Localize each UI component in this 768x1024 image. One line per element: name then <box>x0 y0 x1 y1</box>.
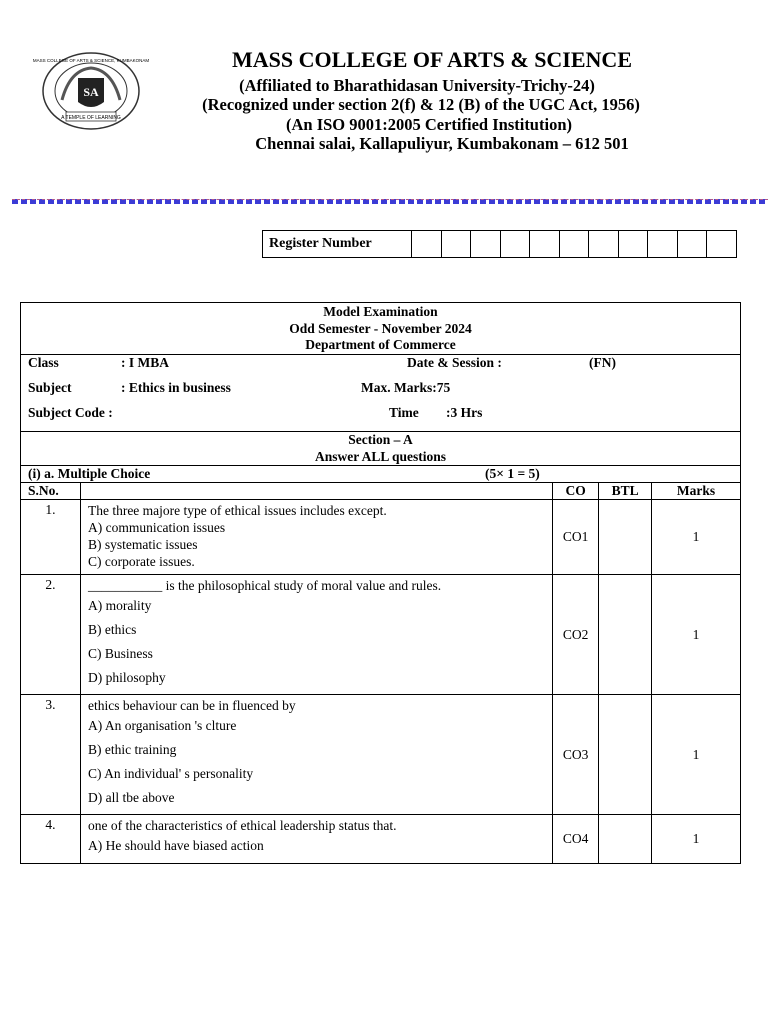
exam-info-block <box>21 355 741 432</box>
question-option: A) He should have biased action <box>87 838 264 853</box>
exam-semester: Odd Semester - November 2024 <box>289 320 472 336</box>
col-marks-header: Marks <box>652 483 741 500</box>
question-marks: 1 <box>652 695 741 815</box>
question-option: B) ethics <box>87 622 137 637</box>
exam-title-block <box>21 303 741 355</box>
register-number-label: Register Number <box>263 231 412 258</box>
part-heading <box>21 466 741 483</box>
question-option: B) ethic training <box>87 742 177 757</box>
question-btl <box>599 575 652 695</box>
question-option: D) philosophy <box>87 670 166 685</box>
affiliation-line: (Affiliated to Bharathidasan University-Trichy-24) <box>239 76 595 95</box>
question-option: A) An organisation 's clture <box>87 718 237 733</box>
question-option: B) systematic issues <box>87 537 198 552</box>
col-co-header: CO <box>553 483 599 500</box>
question-btl <box>599 815 652 864</box>
register-digit-box[interactable] <box>648 231 678 258</box>
register-digit-box[interactable] <box>589 231 619 258</box>
question-cell <box>80 575 552 695</box>
iso-line: (An ISO 9001:2005 Certified Institution) <box>285 115 572 134</box>
address-line: Chennai salai, Kallapuliyur, Kumbakonam – 612 501 <box>255 134 629 153</box>
question-cell <box>80 695 552 815</box>
question-number: 3. <box>21 695 81 815</box>
question-option: A) morality <box>87 598 152 613</box>
register-digit-box[interactable] <box>677 231 707 258</box>
subject-label: Subject <box>28 380 72 395</box>
exam-table <box>20 302 741 864</box>
exam-department: Department of Commerce <box>305 337 456 353</box>
question-option: C) An individual' s personality <box>87 766 254 781</box>
question-row <box>21 815 741 864</box>
class-label: Class <box>28 355 59 370</box>
question-co: CO1 <box>553 500 599 575</box>
register-digit-box[interactable] <box>707 231 737 258</box>
question-marks: 1 <box>652 815 741 864</box>
question-option: D) all tbe above <box>87 790 175 805</box>
question-btl <box>599 500 652 575</box>
question-number: 4. <box>21 815 81 864</box>
question-row <box>21 500 741 575</box>
col-question-header <box>80 483 552 500</box>
register-digit-box[interactable] <box>530 231 560 258</box>
header-divider <box>12 199 768 204</box>
part-marks: (5× 1 = 5) <box>485 466 540 481</box>
col-sno-header: S.No. <box>21 483 81 500</box>
section-instruction: Answer ALL questions <box>314 448 447 464</box>
recognition-line: (Recognized under section 2(f) & 12 (B) of the UGC Act, 1956) <box>202 95 640 114</box>
time-value: :3 Hrs <box>446 405 483 420</box>
question-row <box>21 695 741 815</box>
exam-title: Model Examination <box>323 304 438 320</box>
question-co: CO2 <box>553 575 599 695</box>
question-option: C) corporate issues. <box>87 554 195 569</box>
subject-value: : Ethics in business <box>121 380 231 395</box>
date-session-label: Date & Session : <box>407 355 502 370</box>
question-text: ___________ is the philosophical study of moral value and rules. <box>87 578 442 593</box>
question-marks: 1 <box>652 500 741 575</box>
svg-text:SA: SA <box>83 85 99 99</box>
logo-ribbon-text: A TEMPLE OF LEARNING <box>61 115 121 121</box>
max-marks: Max. Marks:75 <box>361 380 451 395</box>
session-value: (FN) <box>589 355 616 370</box>
question-cell <box>80 815 552 864</box>
question-btl <box>599 695 652 815</box>
college-name: MASS COLLEGE OF ARTS & SCIENCE <box>232 47 632 72</box>
part-label: (i) a. Multiple Choice <box>28 466 151 481</box>
question-co: CO4 <box>553 815 599 864</box>
question-row <box>21 575 741 695</box>
question-number: 1. <box>21 500 81 575</box>
logo-ring-text: MASS COLLEGE OF ARTS & SCIENCE, KUMBAKONAM <box>32 58 150 63</box>
question-number: 2. <box>21 575 81 695</box>
register-digit-box[interactable] <box>412 231 442 258</box>
register-digit-box[interactable] <box>559 231 589 258</box>
subject-code-label: Subject Code : <box>28 405 113 420</box>
question-marks: 1 <box>652 575 741 695</box>
section-title: Section – A <box>348 432 413 447</box>
question-text: The three majore type of ethical issues includes except. <box>87 503 387 518</box>
question-option: A) communication issues <box>87 520 226 535</box>
section-heading <box>21 432 741 466</box>
time-label: Time <box>389 405 419 420</box>
register-number-box <box>262 230 737 258</box>
col-btl-header: BTL <box>599 483 652 500</box>
question-text: ethics behaviour can be in fluenced by <box>87 698 296 713</box>
register-digit-box[interactable] <box>471 231 501 258</box>
question-co: CO3 <box>553 695 599 815</box>
register-digit-box[interactable] <box>618 231 648 258</box>
register-digit-box[interactable] <box>500 231 530 258</box>
register-digit-box[interactable] <box>441 231 471 258</box>
question-option: C) Business <box>87 646 153 661</box>
class-value: : I MBA <box>121 355 169 370</box>
question-cell <box>80 500 552 575</box>
question-text: one of the characteristics of ethical leadership status that. <box>87 818 397 833</box>
